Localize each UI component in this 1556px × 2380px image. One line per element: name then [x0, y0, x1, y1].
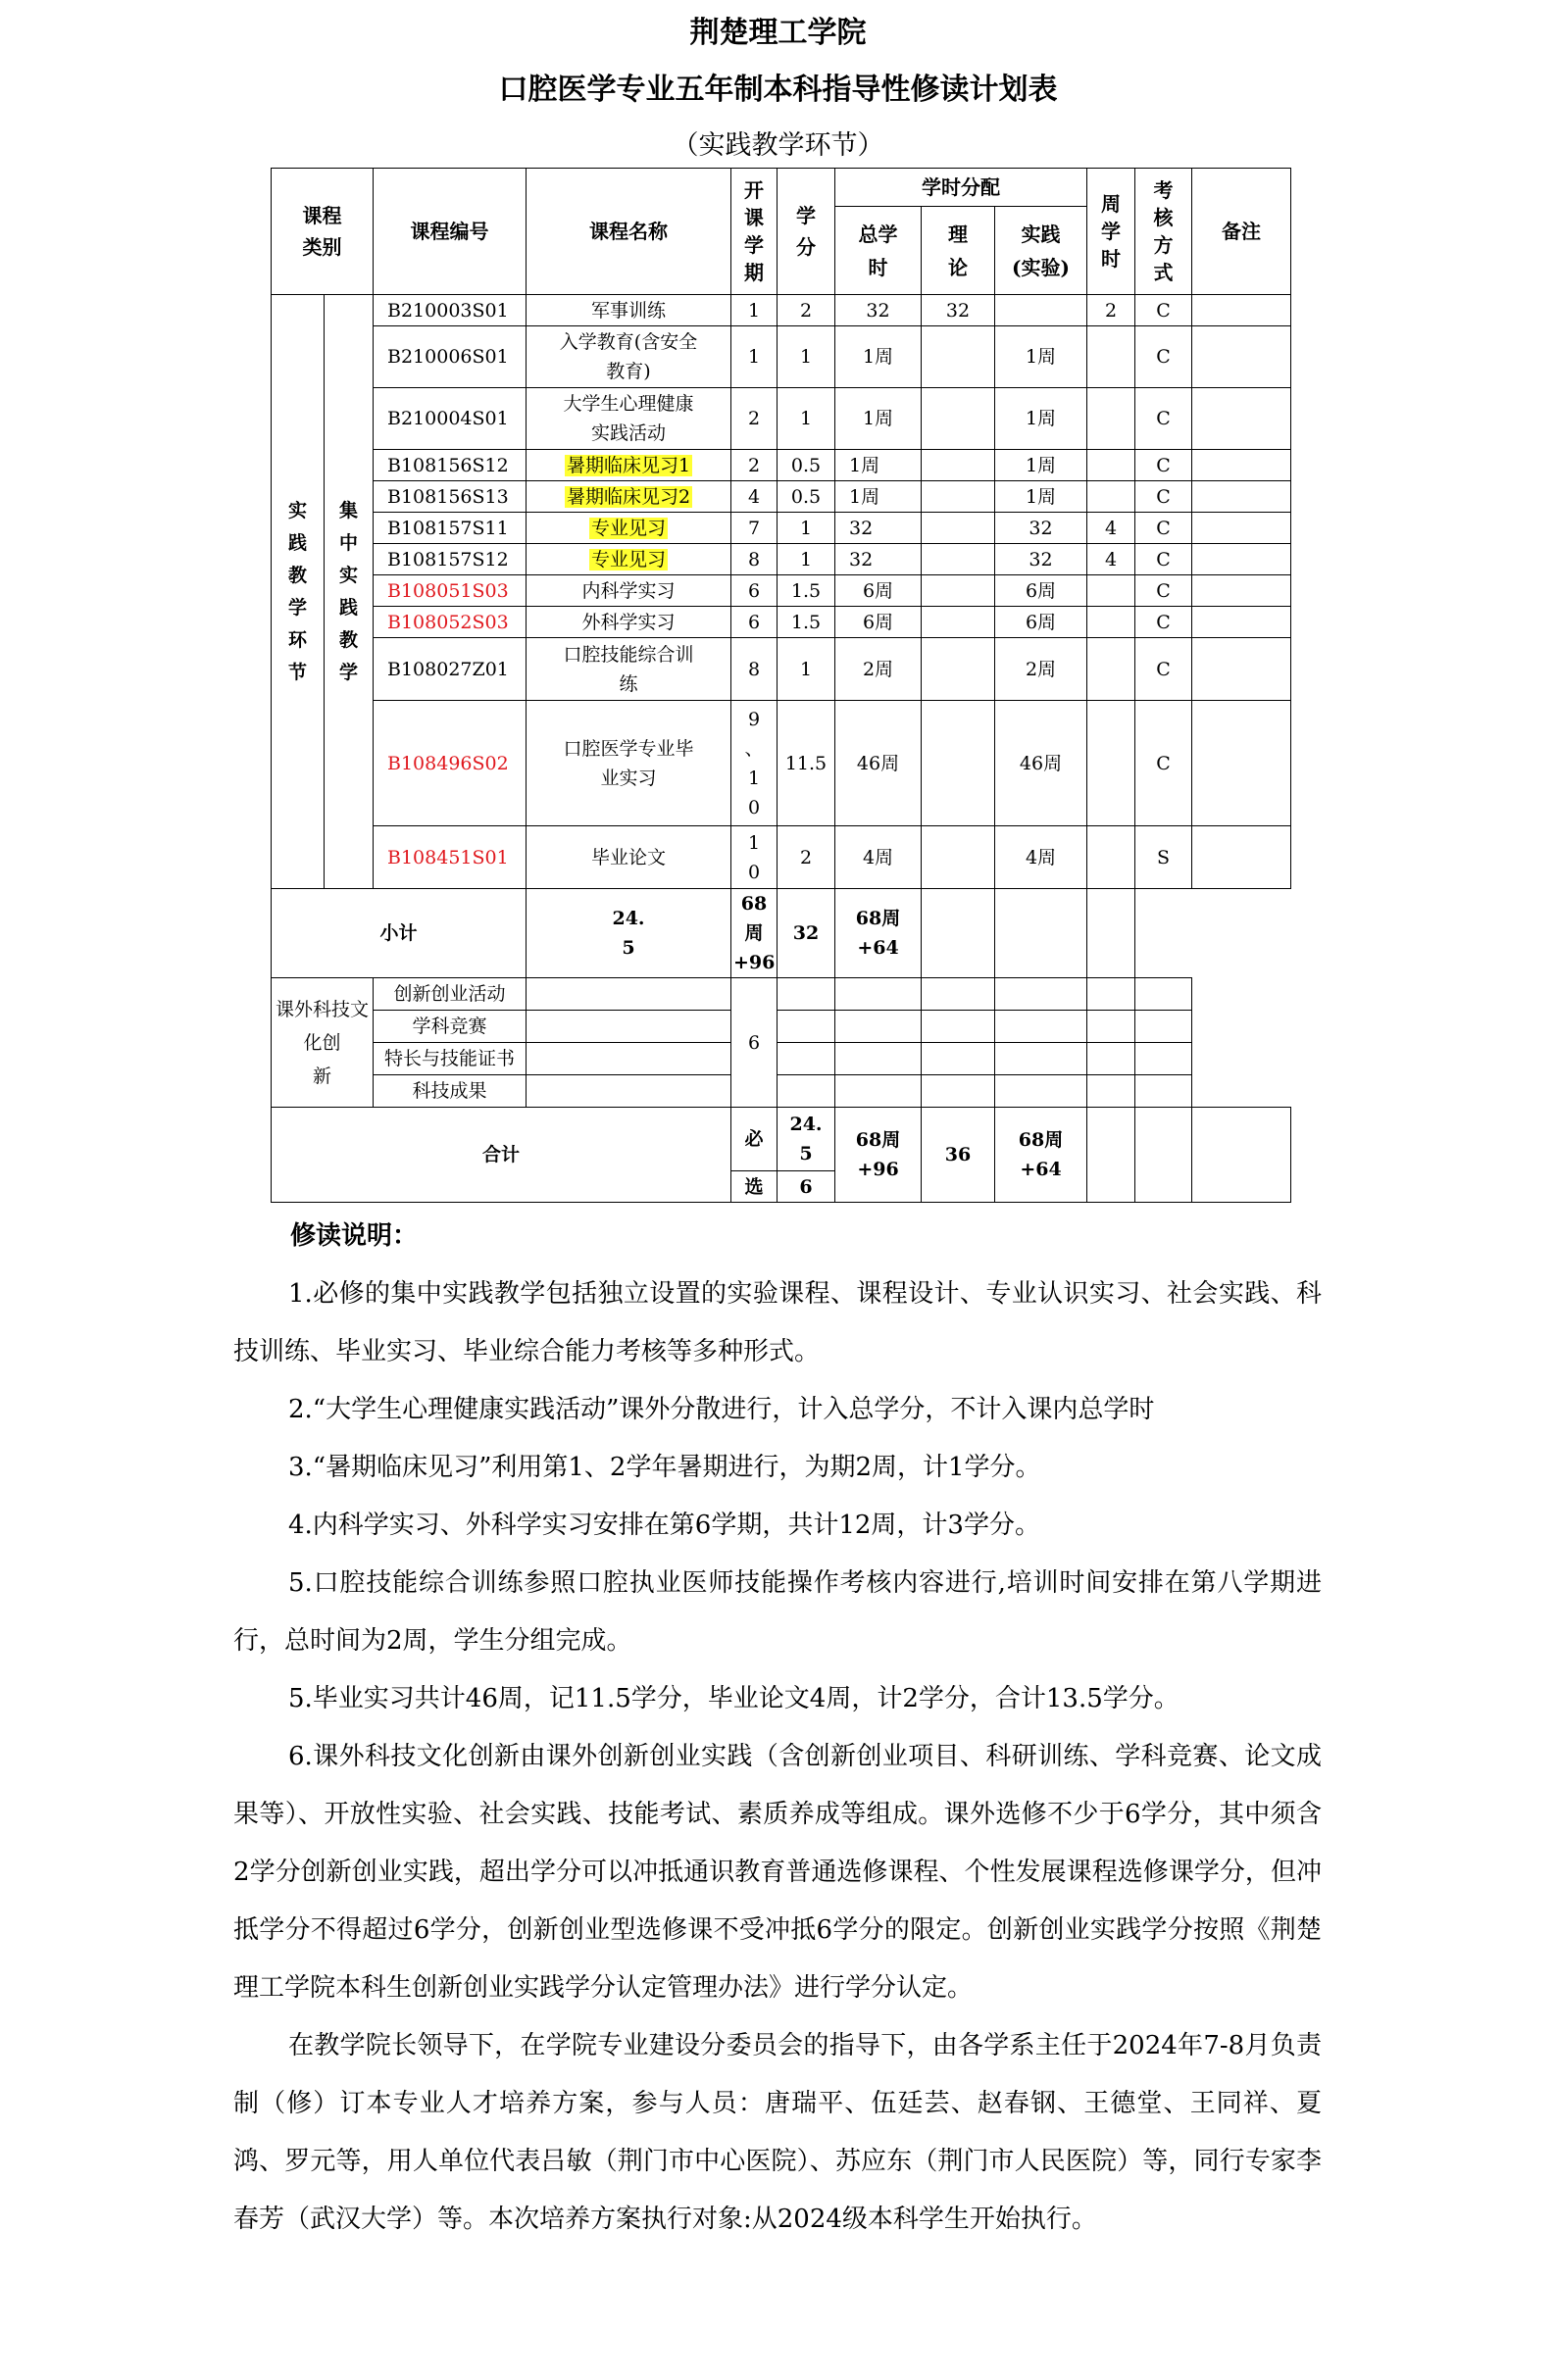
course-term: 2: [731, 450, 778, 481]
course-row: [272, 638, 1291, 701]
empty-cell: [1135, 1075, 1192, 1108]
empty-cell: [778, 1011, 835, 1043]
course-rows: [272, 295, 1291, 889]
empty-cell: [995, 1075, 1087, 1108]
empty-cell: [1135, 1011, 1192, 1043]
course-practice: 1周: [995, 450, 1087, 481]
extracurricular-credit: 6: [731, 978, 778, 1108]
empty-cell: [995, 1011, 1087, 1043]
course-credit: 0.5: [778, 450, 835, 481]
course-weekly: 4: [1087, 544, 1135, 575]
course-name: 外科学实习: [527, 607, 731, 638]
total-row: [272, 1108, 1291, 1171]
course-name: 军事训练: [527, 295, 731, 326]
empty-cell: [1087, 1043, 1135, 1075]
course-total-hours: 32: [835, 295, 922, 326]
course-name: 专业见习: [527, 513, 731, 544]
course-name: 暑期临床见习1: [527, 450, 731, 481]
empty-cell: [1087, 1011, 1135, 1043]
category-inner-label: 集 中 实 践 教 学: [325, 295, 374, 889]
course-theory: [922, 450, 995, 481]
subtotal-label: 小计: [272, 889, 527, 978]
course-weekly: 4: [1087, 513, 1135, 544]
empty-cell: [1087, 1108, 1135, 1203]
course-practice: 6周: [995, 575, 1087, 607]
total-total-hours: 68周 +96: [835, 1108, 922, 1203]
course-term: 8: [731, 544, 778, 575]
course-code: B108051S03: [374, 575, 527, 607]
header-category: 课程 类别: [272, 169, 374, 295]
course-weekly: [1087, 638, 1135, 701]
header-name: 课程名称: [527, 169, 731, 295]
course-name: 专业见习: [527, 544, 731, 575]
course-assessment: C: [1135, 513, 1192, 544]
course-row: [272, 450, 1291, 481]
header-code: 课程编号: [374, 169, 527, 295]
course-assessment: C: [1135, 575, 1192, 607]
course-remark: [1192, 701, 1291, 826]
course-total-hours: 1周: [835, 450, 922, 481]
course-weekly: [1087, 826, 1135, 889]
study-notes: [233, 1208, 1322, 2249]
empty-cell: [995, 889, 1087, 978]
empty-cell: [922, 978, 995, 1011]
notes-heading: 修读说明：: [290, 1221, 419, 1251]
empty-cell: [778, 1075, 835, 1108]
course-theory: [922, 481, 995, 513]
practice-plan-table: [271, 168, 1291, 1203]
empty-cell: [995, 1043, 1087, 1075]
course-practice: [995, 295, 1087, 326]
course-assessment: C: [1135, 388, 1192, 450]
course-term: 1: [731, 326, 778, 388]
course-code: B108052S03: [374, 607, 527, 638]
course-credit: 0.5: [778, 481, 835, 513]
note-item: 6.课外科技文化创新由课外创新创业实践（含创新创业项目、科研训练、学科竞赛、论文成果等）、开放性实验、社会实践、技能考试、素质养成等组成。课外选修不少于6学分，其中须含2学分创新创业实践，超出学分可以冲抵通识教育普通选修课程、个性发展课程选修课学分，但冲抵学分不得超过6学分，创新创业型选修课不受冲抵6学分的限定。创新创业实践学分按照《荆楚理工学院本科生创新创业实践学分认定管理办法》进行学分认定。: [233, 1742, 1322, 2003]
total-theory: 36: [922, 1108, 995, 1203]
course-total-hours: 2周: [835, 638, 922, 701]
note-item: 5.口腔技能综合训练参照口腔执业医师技能操作考核内容进行,培训时间安排在第八学期进行，总时间为2周，学生分组完成。: [233, 1568, 1322, 1656]
course-remark: [1192, 607, 1291, 638]
course-total-hours: 4周: [835, 826, 922, 889]
course-practice: 32: [995, 513, 1087, 544]
course-assessment: C: [1135, 326, 1192, 388]
empty-cell: [1087, 978, 1135, 1011]
course-theory: [922, 826, 995, 889]
course-remark: [1192, 826, 1291, 889]
course-theory: [922, 513, 995, 544]
course-term: 1 0: [731, 826, 778, 889]
course-theory: [922, 638, 995, 701]
course-weekly: 2: [1087, 295, 1135, 326]
extracurricular-label: 课外科技文化创 新: [272, 978, 374, 1108]
course-total-hours: 32: [835, 544, 922, 575]
extracurricular-row: [272, 1043, 1291, 1075]
empty-cell: [922, 889, 995, 978]
total-credit-elective: 6: [778, 1171, 835, 1203]
course-name: 口腔医学专业毕 业实习: [527, 701, 731, 826]
empty-cell: [527, 1075, 731, 1108]
total-elective: 选: [731, 1171, 778, 1203]
empty-cell: [835, 978, 922, 1011]
note-item: 4.内科学实习、外科学实习安排在第6学期，共计12周，计3学分。: [288, 1511, 1040, 1540]
course-remark: [1192, 326, 1291, 388]
subtotal-row: [272, 889, 1291, 978]
course-assessment: C: [1135, 701, 1192, 826]
extracurricular-item: 创新创业活动: [374, 978, 527, 1011]
category-outer-label: 实 践 教 学 环 节: [272, 295, 325, 889]
empty-cell: [778, 1043, 835, 1075]
header-practice: 实践 (实验): [995, 207, 1087, 295]
empty-cell: [922, 1011, 995, 1043]
course-row: [272, 513, 1291, 544]
extracurricular-item: 特长与技能证书: [374, 1043, 527, 1075]
course-practice: 4周: [995, 826, 1087, 889]
empty-cell: [1087, 889, 1135, 978]
empty-cell: [835, 1011, 922, 1043]
course-practice: 1周: [995, 388, 1087, 450]
plan-title: 口腔医学专业五年制本科指导性修读计划表: [498, 73, 1058, 107]
course-code: B108027Z01: [374, 638, 527, 701]
course-remark: [1192, 481, 1291, 513]
note-item: 1.必修的集中实践教学包括独立设置的实验课程、课程设计、专业认识实习、社会实践、科技训练、毕业实习、毕业综合能力考核等多种形式。: [233, 1279, 1322, 1366]
course-remark: [1192, 544, 1291, 575]
subtotal-total-hours: 68周 +96: [731, 889, 778, 978]
course-credit: 1: [778, 544, 835, 575]
note-item: 2.“大学生心理健康实践活动”课外分散进行，计入总学分，不计入课内总学时: [288, 1395, 1155, 1424]
course-theory: [922, 701, 995, 826]
course-practice: 32: [995, 544, 1087, 575]
course-name: 毕业论文: [527, 826, 731, 889]
course-credit: 1.5: [778, 575, 835, 607]
course-credit: 2: [778, 295, 835, 326]
course-credit: 2: [778, 826, 835, 889]
course-total-hours: 1周: [835, 481, 922, 513]
school-title: 荆楚理工学院: [689, 16, 867, 50]
total-required: 必: [731, 1108, 778, 1171]
course-assessment: C: [1135, 607, 1192, 638]
total-credit-required: 24. 5: [778, 1108, 835, 1171]
empty-cell: [835, 1075, 922, 1108]
course-term: 9 、 1 0: [731, 701, 778, 826]
course-code: B210006S01: [374, 326, 527, 388]
course-credit: 11.5: [778, 701, 835, 826]
course-credit: 1: [778, 638, 835, 701]
course-row: [272, 826, 1291, 889]
course-term: 2: [731, 388, 778, 450]
course-practice: 46周: [995, 701, 1087, 826]
course-code: B108451S01: [374, 826, 527, 889]
header-hours: 学时分配: [835, 169, 1087, 207]
course-practice: 2周: [995, 638, 1087, 701]
course-theory: [922, 544, 995, 575]
course-theory: 32: [922, 295, 995, 326]
course-name: 入学教育(含安全 教育): [527, 326, 731, 388]
course-theory: [922, 607, 995, 638]
course-row: [272, 701, 1291, 826]
subtotal-credit: 24. 5: [527, 889, 731, 978]
course-code: B108156S12: [374, 450, 527, 481]
course-row: [272, 388, 1291, 450]
header-row: [272, 169, 1291, 207]
header-remark: 备注: [1192, 169, 1291, 295]
header-term: 开 课 学 期: [731, 169, 778, 295]
course-term: 4: [731, 481, 778, 513]
subtotal-theory: 32: [778, 889, 835, 978]
course-name: 大学生心理健康 实践活动: [527, 388, 731, 450]
header-theory: 理 论: [922, 207, 995, 295]
total-practice: 68周 +64: [995, 1108, 1087, 1203]
course-term: 7: [731, 513, 778, 544]
course-row: [272, 295, 1291, 326]
course-term: 6: [731, 575, 778, 607]
empty-cell: [527, 1011, 731, 1043]
empty-cell: [527, 1043, 731, 1075]
course-name: 暑期临床见习2: [527, 481, 731, 513]
course-remark: [1192, 450, 1291, 481]
course-weekly: [1087, 450, 1135, 481]
course-weekly: [1087, 481, 1135, 513]
note-item: 5.毕业实习共计46周，记11.5学分，毕业论文4周，计2学分，合计13.5学分。: [288, 1684, 1180, 1713]
course-assessment: C: [1135, 481, 1192, 513]
empty-cell: [922, 1043, 995, 1075]
course-credit: 1: [778, 388, 835, 450]
course-term: 6: [731, 607, 778, 638]
course-theory: [922, 388, 995, 450]
course-credit: 1: [778, 513, 835, 544]
header-weekly: 周 学 时: [1087, 169, 1135, 295]
course-total-hours: 6周: [835, 607, 922, 638]
empty-cell: [835, 1043, 922, 1075]
course-credit: 1: [778, 326, 835, 388]
course-theory: [922, 326, 995, 388]
course-remark: [1192, 295, 1291, 326]
header-credit: 学 分: [778, 169, 835, 295]
extracurricular-row: [272, 978, 1291, 1011]
empty-cell: [1135, 978, 1192, 1011]
course-remark: [1192, 388, 1291, 450]
empty-cell: [527, 978, 731, 1011]
course-row: [272, 607, 1291, 638]
course-code: B108496S02: [374, 701, 527, 826]
empty-cell: [1135, 1108, 1192, 1203]
course-remark: [1192, 513, 1291, 544]
course-row: [272, 481, 1291, 513]
note-item: 3.“暑期临床见习”利用第1、2学年暑期进行，为期2周，计1学分。: [288, 1453, 1041, 1482]
course-assessment: S: [1135, 826, 1192, 889]
course-assessment: C: [1135, 450, 1192, 481]
subtotal-practice: 68周 +64: [835, 889, 922, 978]
course-total-hours: 6周: [835, 575, 922, 607]
course-assessment: C: [1135, 544, 1192, 575]
course-row: [272, 544, 1291, 575]
course-weekly: [1087, 388, 1135, 450]
course-weekly: [1087, 701, 1135, 826]
total-label: 合计: [272, 1108, 731, 1203]
course-remark: [1192, 638, 1291, 701]
extracurricular-row: [272, 1011, 1291, 1043]
empty-cell: [778, 978, 835, 1011]
course-row: [272, 575, 1291, 607]
course-code: B108157S11: [374, 513, 527, 544]
note-item: 在教学院长领导下，在学院专业建设分委员会的指导下，由各学系主任于2024年7-8月负责制（修）订本专业人才培养方案，参与人员：唐瑞平、伍廷芸、赵春钢、王德堂、王同祥、夏鸿、罗元等，用人单位代表吕敏（荆门市中心医院）、苏应东（荆门市人民医院）等，同行专家李春芳（武汉大学）等。本次培养方案执行对象:从2024级本科学生开始执行。: [233, 2031, 1322, 2234]
course-name: 口腔技能综合训 练: [527, 638, 731, 701]
empty-cell: [1087, 1075, 1135, 1108]
empty-cell: [995, 978, 1087, 1011]
course-credit: 1.5: [778, 607, 835, 638]
empty-cell: [1192, 1108, 1291, 1203]
section-title: （实践教学环节）: [672, 130, 884, 161]
extracurricular-row: [272, 1075, 1291, 1108]
course-remark: [1192, 575, 1291, 607]
course-total-hours: 1周: [835, 326, 922, 388]
course-practice: 1周: [995, 326, 1087, 388]
empty-cell: [1135, 1043, 1192, 1075]
header-assessment: 考 核 方 式: [1135, 169, 1192, 295]
course-practice: 1周: [995, 481, 1087, 513]
course-total-hours: 1周: [835, 388, 922, 450]
course-term: 8: [731, 638, 778, 701]
course-assessment: C: [1135, 295, 1192, 326]
extracurricular-item: 学科竞赛: [374, 1011, 527, 1043]
course-assessment: C: [1135, 638, 1192, 701]
empty-cell: [922, 1075, 995, 1108]
course-total-hours: 32: [835, 513, 922, 544]
course-term: 1: [731, 295, 778, 326]
course-code: B108156S13: [374, 481, 527, 513]
course-row: [272, 326, 1291, 388]
course-code: B210003S01: [374, 295, 527, 326]
course-weekly: [1087, 575, 1135, 607]
course-weekly: [1087, 607, 1135, 638]
course-code: B210004S01: [374, 388, 527, 450]
course-total-hours: 46周: [835, 701, 922, 826]
course-code: B108157S12: [374, 544, 527, 575]
header-total-hours: 总学 时: [835, 207, 922, 295]
course-weekly: [1087, 326, 1135, 388]
course-practice: 6周: [995, 607, 1087, 638]
course-name: 内科学实习: [527, 575, 731, 607]
course-theory: [922, 575, 995, 607]
extracurricular-item: 科技成果: [374, 1075, 527, 1108]
